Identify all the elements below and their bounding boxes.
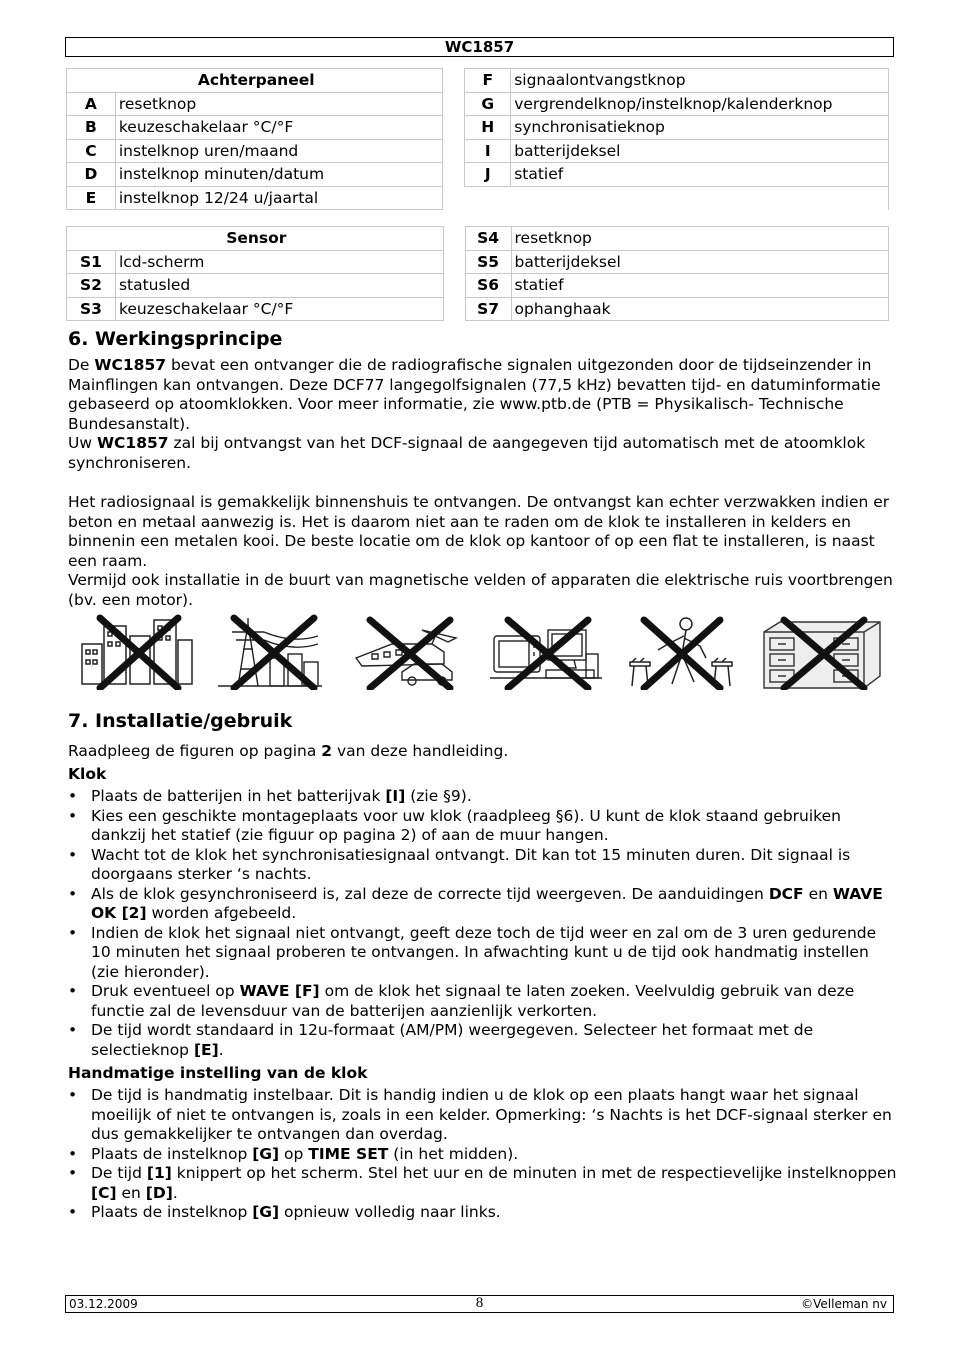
list-item: • Als de klok gesynchroniseerd is, zal deze de correcte tijd weergeven. De aanduidingen DCF en WAVE OK [2] worden afgebeeld. [68,885,898,924]
part-label: statief [511,163,889,187]
part-label: resetknop [115,92,443,116]
section-7-heading: 7. Installatie/gebruik [68,710,293,732]
part-label: instelknop 12/24 u/jaartal [115,186,443,210]
list-item: • Wacht tot de klok het synchronisatiesignaal ontvangt. Dit kan tot 15 minuten duren. Dit signaal is doorgaans sterker ‘s nachts. [68,846,898,885]
part-key: C [67,139,116,163]
table-row [67,69,889,93]
document-header [65,37,894,57]
page-footer [65,1295,894,1313]
table-title: Achterpaneel [67,69,443,93]
part-key: E [67,186,116,210]
section-6-paragraph-2: Uw WC1857 zal bij ontvangst van het DCF-signaal de aangegeven tijd automatisch met de atoomklok synchroniseren. [68,434,866,472]
part-key: A [67,92,116,116]
part-key: S5 [465,250,511,274]
part-label: instelknop uren/maand [115,139,443,163]
part-label: batterijdeksel [511,250,888,274]
table-title: Sensor [67,227,444,251]
interference-pictograms [70,614,890,690]
list-item: • Kies een geschikte montageplaats voor uw klok (raadpleeg §6). U kunt de klok staand gebruiken dankzij het statief (zie figuur op pagina 2) of aan de muur hangen. [68,807,898,846]
list-item: • Indien de klok het signaal niet ontvangt, geeft deze toch de tijd weer en zal om de 3 uren gedurende 10 minuten het signaal proberen te ontvangen. In afwachting kunt u de tijd ook handmatig instellen (zie hieronder). [68,924,898,983]
part-key: S6 [465,274,511,298]
manual-setting-bullet-list [68,1086,898,1223]
page-number: 8 [475,1295,484,1311]
part-label: statief [511,274,888,298]
part-key: S2 [67,274,116,298]
part-key: H [465,116,511,140]
part-label: synchronisatieknop [511,116,889,140]
table-row [67,227,889,251]
crossed-power-pylon-icon [218,614,322,690]
part-label: ophanghaak [511,297,888,321]
part-label: statusled [115,274,443,298]
subheading-handmatige-instelling: Handmatige instelling van de klok [68,1064,368,1082]
footer-date: 03.12.2009 [69,1297,138,1311]
crossed-computer-tv-icon [490,614,602,690]
part-key: D [67,163,116,187]
section-6-paragraph-3: Het radiosignaal is gemakkelijk binnenshuis te ontvangen. De ontvangst kan echter verzwakken indien er beton en metaal aanwezig is. Het is daarom niet aan te raden om de klok te installeren in kelders en binnenin een metalen kooi. De beste locatie om de klok op kantoor of op een flat te installeren, is naast een raam. [68,493,890,570]
crossed-construction-worker-icon [628,614,734,690]
part-label: lcd-scherm [115,250,443,274]
section-6-paragraph-1: De WC1857 bevat een ontvanger die de radiografische signalen uitgezonden door de tijdseinzender in Mainflingen kan ontvangen. Deze DCF77 langegolfsignalen (77,5 kHz) bevatten tijd- en datuminformatie gebaseerd op atoomklokken. Voor meer informatie, zie www.ptb.de (PTB = Physikalisch- Technische Bundesanstalt). [68,356,881,433]
subheading-klok: Klok [68,765,107,783]
sensor-table [66,226,889,321]
table-row [67,274,889,298]
crossed-vehicles-icon [352,614,462,690]
table-row [67,186,889,210]
part-key: S7 [465,297,511,321]
part-key: I [465,139,511,163]
section-6-paragraph-4: Vermijd ook installatie in de buurt van magnetische velden of apparaten die elektrische ruis voortbrengen (bv. een motor). [68,571,893,609]
part-key: S1 [67,250,116,274]
list-item: • Plaats de instelknop [G] opnieuw volledig naar links. [68,1203,898,1223]
rear-panel-table [66,68,889,210]
part-key: S4 [465,227,511,251]
part-key: F [465,69,511,93]
table-row [67,250,889,274]
part-key: S3 [67,297,116,321]
section-6-heading: 6. Werkingsprincipe [68,328,283,350]
list-item: • Druk eventueel op WAVE [F] om de klok het signaal te laten zoeken. Veelvuldig gebruik van deze functie zal de levensduur van de batterijen aanzienlijk verkorten. [68,982,898,1021]
crossed-buildings-icon [78,614,196,690]
list-item: • Plaats de instelknop [G] op TIME SET (in het midden). [68,1145,898,1165]
table-row [67,297,889,321]
part-key: B [67,116,116,140]
part-label: resetknop [511,227,888,251]
model-number: WC1857 [444,38,515,56]
table-row [67,116,889,140]
part-label: keuzeschakelaar °C/°F [115,297,443,321]
footer-copyright: ©Velleman nv [801,1297,887,1311]
section-7-intro: Raadpleeg de figuren op pagina 2 van deze handleiding. [68,742,509,760]
part-label: instelknop minuten/datum [115,163,443,187]
part-label: batterijdeksel [511,139,889,163]
list-item: • De tijd [1] knippert op het scherm. Stel het uur en de minuten in met de respectievelijke instelknoppen [C] en [D]. [68,1164,898,1203]
part-key: J [465,163,511,187]
table-row [67,92,889,116]
part-label: keuzeschakelaar °C/°F [115,116,443,140]
list-item: • De tijd wordt standaard in 12u-formaat (AM/PM) weergegeven. Selecteer het formaat met de selectieknop [E]. [68,1021,898,1060]
list-item: • De tijd is handmatig instelbaar. Dit is handig indien u de klok op een plaats hangt waar het signaal moeilijk of niet te ontvangen is, zoals in een kelder. Opmerking: ‘s Nachts is het DCF-signaal sterker en dus gemakkelijker te ontvangen dan overdag. [68,1086,898,1145]
list-item: • Plaats de batterijen in het batterijvak [I] (zie §9). [68,787,898,807]
part-label: signaalontvangstknop [511,69,889,93]
table-row [67,163,889,187]
clock-bullet-list [68,787,898,1060]
crossed-metal-cabinet-icon [760,614,884,690]
part-label: vergrendelknop/instelknop/kalenderknop [511,92,889,116]
table-row [67,139,889,163]
part-key: G [465,92,511,116]
